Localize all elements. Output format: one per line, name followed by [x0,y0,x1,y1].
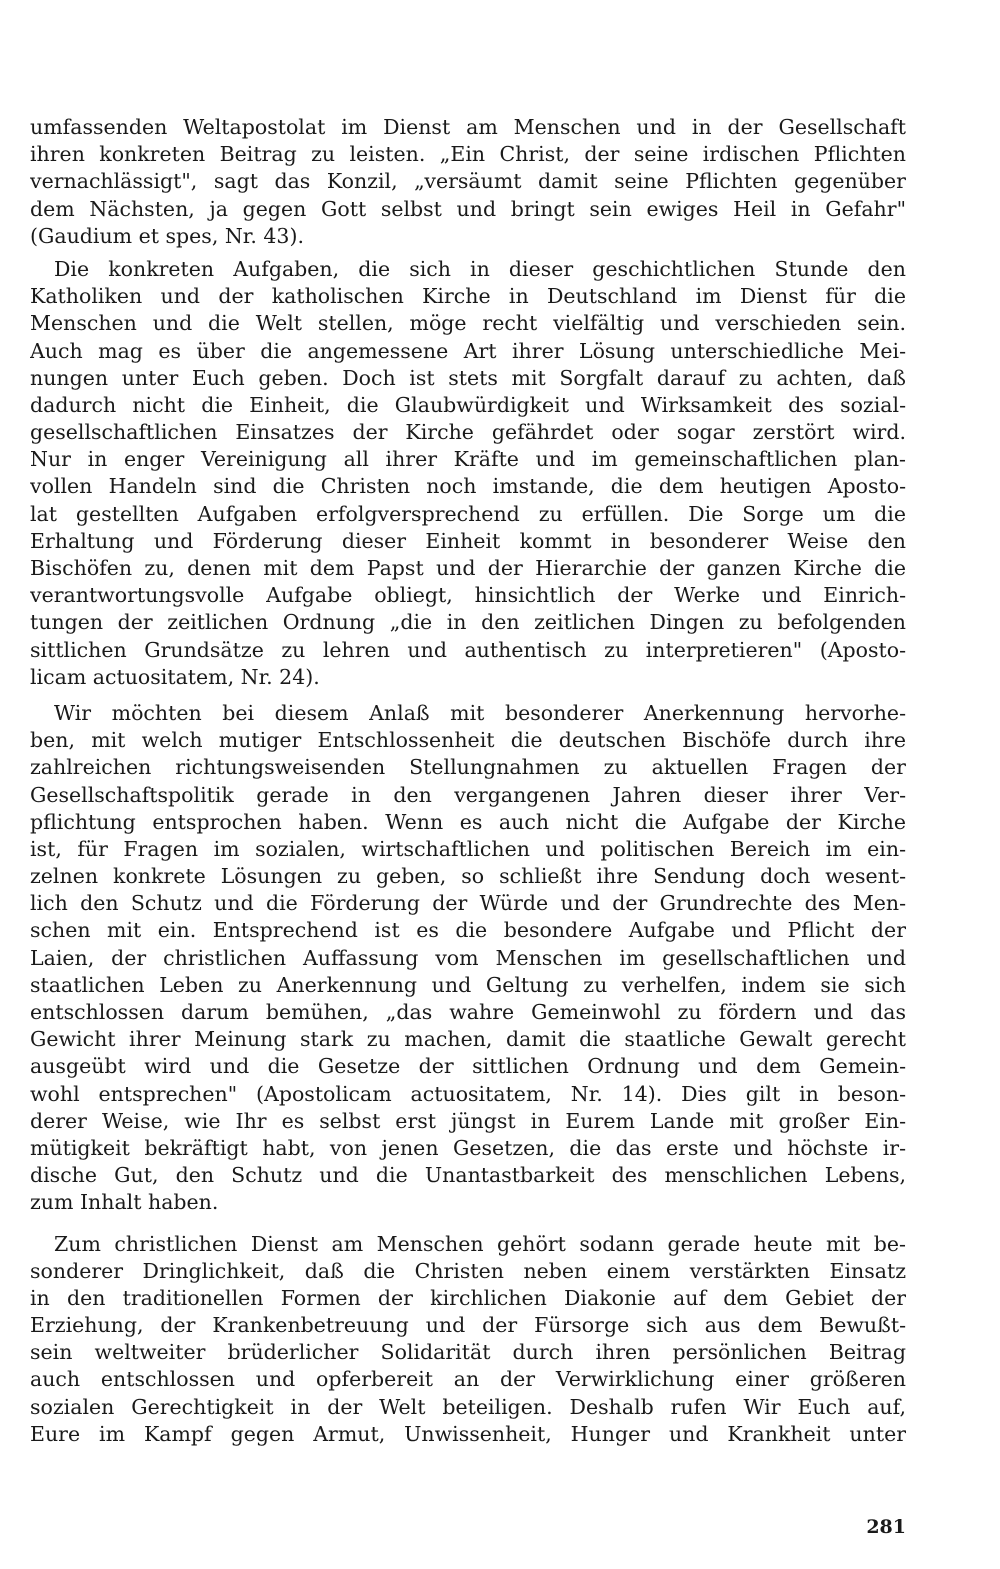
text-line: sittlichen Grundsätze zu lehren und authentisch zu interpretieren" (Aposto- [30,637,906,662]
text-line: dadurch nicht die Einheit, die Glaubwürdigkeit und Wirksamkeit des sozial- [30,392,906,417]
text-line: lich den Schutz und die Förderung der Würde und der Grundrechte des Men- [30,891,906,916]
text-line: dische Gut, den Schutz und die Unantastbarkeit des menschlichen Lebens, [30,1163,906,1188]
text-line: sein weltweiter brüderlicher Solidarität durch ihren persönlichen Beitrag [30,1340,906,1365]
text-line: dem Nächsten, ja gegen Gott selbst und bringt sein ewiges Heil in Gefahr" [30,196,906,221]
paragraph-spacer [30,1217,906,1231]
text-line: schen mit ein. Entsprechend ist es die besondere Aufgabe und Pflicht der [30,918,906,943]
text-line: ausgeübt wird und die Gesetze der sittlichen Ordnung und dem Gemein- [30,1054,906,1079]
text-line: Nur in enger Vereinigung all ihrer Kräfte und im gemeinschaftlichen plan- [30,447,906,472]
text-line: staatlichen Leben zu Anerkennung und Geltung zu verhelfen, indem sie sich [30,972,906,997]
text-line: gesellschaftlichen Einsatzes der Kirche gefährdet oder sogar zerstört wird. [30,420,906,445]
text-line: lat gestellten Aufgaben erfolgversprechend zu erfüllen. Die Sorge um die [30,501,906,526]
text-line: verantwortungsvolle Aufgabe obliegt, hinsichtlich der Werke und Einrich- [30,583,906,608]
text-line: licam actuositatem, Nr. 24). [30,664,320,689]
text-line: Erziehung, der Krankenbetreuung und der Fürsorge sich aus dem Bewußt- [30,1313,906,1338]
text-line: Gesellschaftspolitik gerade in den vergangenen Jahren dieser ihrer Ver- [30,782,906,807]
text-line: ist, für Fragen im sozialen, wirtschaftlichen und politischen Bereich im ein- [30,836,906,861]
text-line: Gewicht ihrer Meinung stark zu machen, damit die staatliche Gewalt gerecht [30,1027,906,1052]
paragraph-2 [30,256,906,691]
text-line: in den traditionellen Formen der kirchlichen Diakonie auf dem Gebiet der [30,1285,906,1310]
text-line: derer Weise, wie Ihr es selbst erst jüngst in Eurem Lande mit großer Ein- [30,1108,906,1133]
text-line: Die konkreten Aufgaben, die sich in dieser geschichtlichen Stunde den [54,256,906,281]
text-line: Erhaltung und Förderung dieser Einheit kommt in besonderer Weise den [30,528,906,553]
text-line: Katholiken und der katholischen Kirche in Deutschland im Dienst für die [30,284,906,309]
text-line: Eure im Kampf gegen Armut, Unwissenheit, Hunger und Krankheit unter [30,1421,906,1446]
text-line: umfassenden Weltapostolat im Dienst am Menschen und in der Gesellschaft [30,115,906,139]
text-line: auch entschlossen und opferbereit an der Verwirklichung einer größeren [30,1367,906,1392]
body-text [30,114,906,1448]
text-line: sozialen Gerechtigkeit in der Welt beteiligen. Deshalb rufen Wir Euch auf, [30,1394,906,1419]
text-line: Wir möchten bei diesem Anlaß mit besonderer Anerkennung hervorhe- [54,700,906,725]
text-line: nungen unter Euch geben. Doch ist stets mit Sorgfalt darauf zu achten, daß [30,365,906,390]
text-line: Laien, der christlichen Auffassung vom Menschen im gesellschaftlichen und [30,945,906,970]
text-line: Zum christlichen Dienst am Menschen gehört sodann gerade heute mit be- [54,1231,906,1256]
text-line: tungen der zeitlichen Ordnung „die in den zeitlichen Dingen zu befolgenden [30,610,906,635]
text-line: entschlossen darum bemühen, „das wahre Gemeinwohl zu fördern und das [30,1000,906,1024]
text-line: mütigkeit bekräftigt habt, von jenen Gesetzen, die das erste und höchste ir- [30,1135,906,1160]
text-line: ihren konkreten Beitrag zu leisten. „Ein Christ, der seine irdischen Pflichten [30,142,906,167]
text-line: zelnen konkrete Lösungen zu geben, so schließt ihre Sendung doch wesent- [30,864,906,889]
text-line: zum Inhalt haben. [30,1190,219,1215]
text-line: Menschen und die Welt stellen, möge recht vielfältig und verschieden sein. [30,311,906,336]
text-line: vernachlässigt", sagt das Konzil, „versäumt damit seine Pflichten gegenüber [30,169,906,194]
paragraph-4 [30,1231,906,1449]
text-line: vollen Handeln sind die Christen noch imstande, die dem heutigen Aposto- [30,474,906,499]
text-line: sonderer Dringlichkeit, daß die Christen neben einem verstärkten Einsatz [30,1258,906,1283]
text-line: wohl entsprechen" (Apostolicam actuositatem, Nr. 14). Dies gilt in beson- [30,1081,906,1106]
paragraph-3 [30,700,906,1217]
paragraph-1 [30,114,906,250]
page-number: 281 [866,1516,906,1538]
text-line: ben, mit welch mutiger Entschlossenheit die deutschen Bischöfe durch ihre [30,728,906,753]
paragraph-spacer [30,691,906,700]
text-line: zahlreichen richtungsweisenden Stellungnahmen zu aktuellen Fragen der [30,755,906,780]
text-line: pflichtung entsprochen haben. Wenn es auch nicht die Aufgabe der Kirche [30,809,906,834]
text-line: Bischöfen zu, denen mit dem Papst und der Hierarchie der ganzen Kirche die [30,556,906,580]
text-line: Auch mag es über die angemessene Art ihrer Lösung unterschiedliche Mei- [30,338,906,363]
text-line: (Gaudium et spes, Nr. 43). [30,223,304,248]
